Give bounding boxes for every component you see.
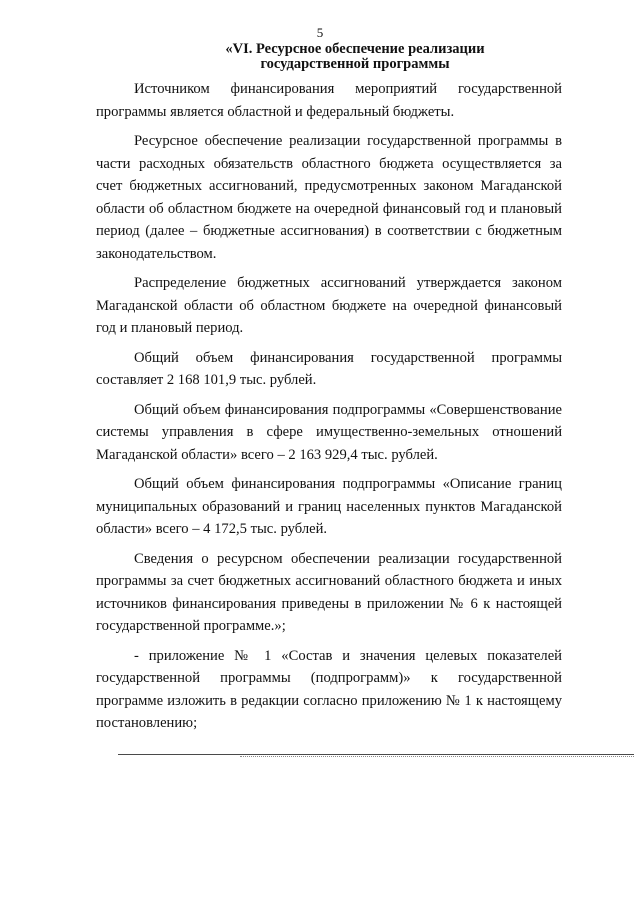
- section-heading-line-1: «VI. Ресурсное обеспечение реализации: [225, 41, 485, 57]
- bottom-divider-shadow: [240, 756, 634, 757]
- paragraph-allocation: Распределение бюджетных ассигнований утверждается законом Магаданской области об областном бюджете на очередной финансовый год и плановый период.: [96, 275, 562, 336]
- paragraph-appendix-1-amendment: - приложение № 1 «Состав и значения целевых показателей государственной программы (подпрограмм)» к государственной программе изложить в редакции согласно приложению № 1 к настоящему постановлению;: [96, 647, 562, 731]
- paragraph-appendix-6-reference: Сведения о ресурсном обеспечении реализации государственной программы за счет бюджетных ассигнований областного бюджета и иных источников финансирования приведены в приложении № 6 к настоящей государственной программе.»;: [96, 550, 562, 634]
- page-number: 5: [316, 25, 324, 40]
- body-text: [96, 78, 562, 742]
- paragraph-subprogram-land-relations: Общий объем финансирования подпрограммы «Совершенствование системы управления в сфере имущественно-земельных отношений Магаданской области» всего – 2 163 929,4 тыс. рублей.: [96, 401, 562, 463]
- bottom-divider-line: [118, 754, 634, 755]
- paragraph-subprogram-boundaries: Общий объем финансирования подпрограммы «Описание границ муниципальных образований и границ населенных пунктов Магаданской области» всего – 4 172,5 тыс. рублей.: [96, 476, 562, 537]
- section-heading-line-2: государственной программы: [260, 56, 450, 72]
- section-heading: [150, 42, 560, 72]
- paragraph-resource-provision: Ресурсное обеспечение реализации государственной программы в части расходных обязательств областного бюджета осуществляется за счет бюджетных ассигнований, предусмотренных законом Магаданской области об областном бюджете на очередной финансовый год и плановый период (далее – бюджетные ассигнования) в соответствии с бюджетным законодательством.: [96, 133, 562, 262]
- paragraph-funding-sources: Источником финансирования мероприятий государственной программы является областной и федеральный бюджеты.: [96, 81, 562, 120]
- paragraph-total-volume: Общий объем финансирования государственной программы составляет 2 168 101,9 тыс. рублей.: [96, 349, 562, 388]
